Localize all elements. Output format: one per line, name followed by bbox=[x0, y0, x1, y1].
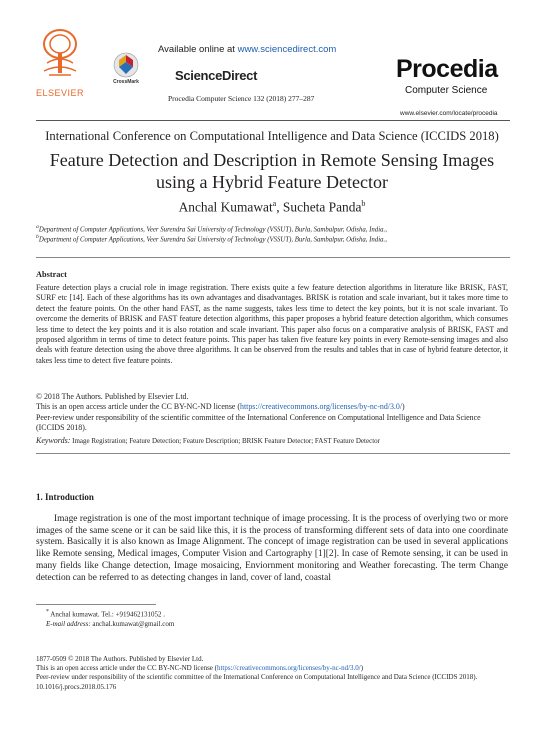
affiliation-b-mark: b bbox=[36, 234, 39, 240]
crossmark-icon bbox=[113, 52, 139, 78]
footer-peer-review: Peer-review under responsibility of the scientific committee of the International Conference on Computational Intelligence and Data Science (ICCIDS 2018). bbox=[36, 673, 478, 682]
elsevier-wordmark: ELSEVIER bbox=[36, 88, 85, 98]
available-prefix: Available online at bbox=[158, 44, 238, 55]
author-2: , Sucheta Panda bbox=[276, 199, 362, 215]
corresponding-author-footnote bbox=[46, 607, 174, 629]
paper-title: Feature Detection and Description in Remote Sensing Images using a Hybrid Feature Detector bbox=[49, 150, 495, 192]
header-divider bbox=[36, 120, 510, 121]
affiliation-a-text: Department of Computer Applications, Veer Surendra Sai University of Technology (VSSUT), Burla, Sambalpur, Odisha, India., bbox=[38, 226, 387, 234]
copyright-line: © 2018 The Authors. Published by Elsevier Ltd. bbox=[36, 392, 189, 401]
footer-issn: 1877-0509 © 2018 The Authors. Published by Elsevier Ltd. bbox=[36, 655, 204, 663]
license-suffix: ) bbox=[402, 402, 405, 412]
affiliation-b bbox=[36, 234, 516, 243]
abstract-body: Feature detection plays a crucial role in image registration. There exists quite a few feature detection algorithms in literature like BRISK, FAST, SURF etc [14]. Each of these algorithms has its own advantages and disadvantages. BRISK is rotation and scale invariant, but it takes more time to detect the feature points. On the other hand FAST, as the name suggests, takes less time to detect the key points, but it is not scale invariant. To overcome the demerits of BRISK and FAST feature detection algorithms, this paper proposes a hybrid feature detection algorithm, which consumes less time to detect the key points and it is also rotation and scale invariant. This paper also focus on a comparative analysis of BRISK, FAST and proposed algorithm in terms of time to detect feature points. This paper has taken five feature key points in every Remote-sensing images and also deals with feature detection using the above three algorithms. It can be observed from the results and tables that in case of hybrid feature detector, it takes less time to detect five feature points. bbox=[36, 283, 508, 365]
section-heading-introduction: 1. Introduction bbox=[36, 492, 94, 502]
footer-license-prefix: This is an open access article under the CC BY-NC-ND license ( bbox=[36, 664, 217, 673]
author-1-affil-mark: a bbox=[272, 199, 277, 208]
page-footer bbox=[36, 655, 512, 692]
procedia-subtitle: Computer Science bbox=[405, 85, 488, 96]
procedia-url[interactable]: www.elsevier.com/locate/procedia bbox=[400, 110, 498, 117]
email-label: E-mail address: bbox=[46, 620, 91, 629]
license-line bbox=[36, 402, 508, 412]
available-online-line bbox=[158, 44, 336, 55]
keywords-line bbox=[36, 436, 508, 445]
elsevier-logo bbox=[36, 27, 84, 97]
introduction-text: Image registration is one of the most important technique of image processing. It is the process of overlying two or more images of the same scene or it can be said like this, it is the process of transforming different sets of data into one coordinate system. Basically it is also known as Image Alignment. The concept of image registration can be used in several applications like Remote sensing, Medical images, Computer Vision and Cartography [1][2]. In case of Remote sensing, it can be used in many fields like Change detection, Image mosaicing, Enviornment monitoring and Weather forecasting. The term Change detection can be referred to as detecting changes in land, cover of land, coastal bbox=[36, 514, 508, 583]
keywords-label: Keywords: bbox=[36, 436, 71, 445]
abstract-bottom-divider bbox=[36, 453, 510, 454]
sciencedirect-link[interactable]: www.sciencedirect.com bbox=[237, 44, 337, 55]
crossmark-badge[interactable] bbox=[113, 52, 139, 88]
footnote-divider bbox=[36, 604, 156, 605]
crossmark-label: CrossMark bbox=[113, 79, 139, 85]
footnote-author: Anchal kumawat. Tel.: +919462131052 . bbox=[50, 610, 166, 619]
license-link[interactable]: https://creativecommons.org/licenses/by-nc-nd/3.0/ bbox=[240, 402, 403, 412]
affiliation-a bbox=[36, 224, 516, 233]
keywords-list: Image Registration; Feature Detection; Feature Description; BRISK Feature Detector; FAST Feature Detector bbox=[72, 437, 380, 445]
abstract-heading: Abstract bbox=[36, 270, 67, 279]
footer-license-link[interactable]: https://creativecommons.org/licenses/by-nc-nd/3.0/ bbox=[216, 664, 361, 673]
author-list bbox=[0, 199, 544, 215]
journal-citation: Procedia Computer Science 132 (2018) 277–287 bbox=[168, 94, 315, 103]
abstract-copyright bbox=[36, 392, 508, 434]
introduction-body bbox=[36, 514, 508, 584]
conference-name: International Conference on Computational Intelligence and Data Science (ICCIDS 2018) bbox=[45, 129, 499, 143]
abstract-top-divider bbox=[36, 257, 510, 258]
email-address[interactable]: anchal.kumawat@gmail.com bbox=[92, 620, 175, 629]
footer-license bbox=[36, 664, 512, 673]
footnote-author-line bbox=[46, 607, 174, 619]
license-prefix: This is an open access article under the CC BY-NC-ND license ( bbox=[36, 402, 241, 412]
procedia-wordmark: Procedia bbox=[396, 55, 498, 83]
author-2-affil-mark: b bbox=[361, 199, 366, 208]
footer-doi[interactable]: 10.1016/j.procs.2018.05.176 bbox=[36, 682, 117, 691]
sciencedirect-wordmark: ScienceDirect bbox=[175, 68, 258, 83]
peer-review-line: Peer-review under responsibility of the scientific committee of the International Conference on Computational Intelligence and Data Science (ICCIDS 2018). bbox=[36, 412, 481, 433]
elsevier-tree-icon bbox=[41, 27, 79, 77]
footnote-email-line bbox=[46, 619, 174, 629]
affiliation-a-mark: a bbox=[36, 224, 39, 230]
affiliation-b-text: Department of Computer Applications, Veer Surendra Sai University of Technology (VSSUT), Burla, Sambalpur, Odisha, India., bbox=[38, 236, 387, 244]
footer-license-suffix: ) bbox=[360, 664, 364, 673]
author-1: Anchal Kumawat bbox=[178, 199, 273, 215]
footnote-mark: * bbox=[46, 609, 49, 615]
